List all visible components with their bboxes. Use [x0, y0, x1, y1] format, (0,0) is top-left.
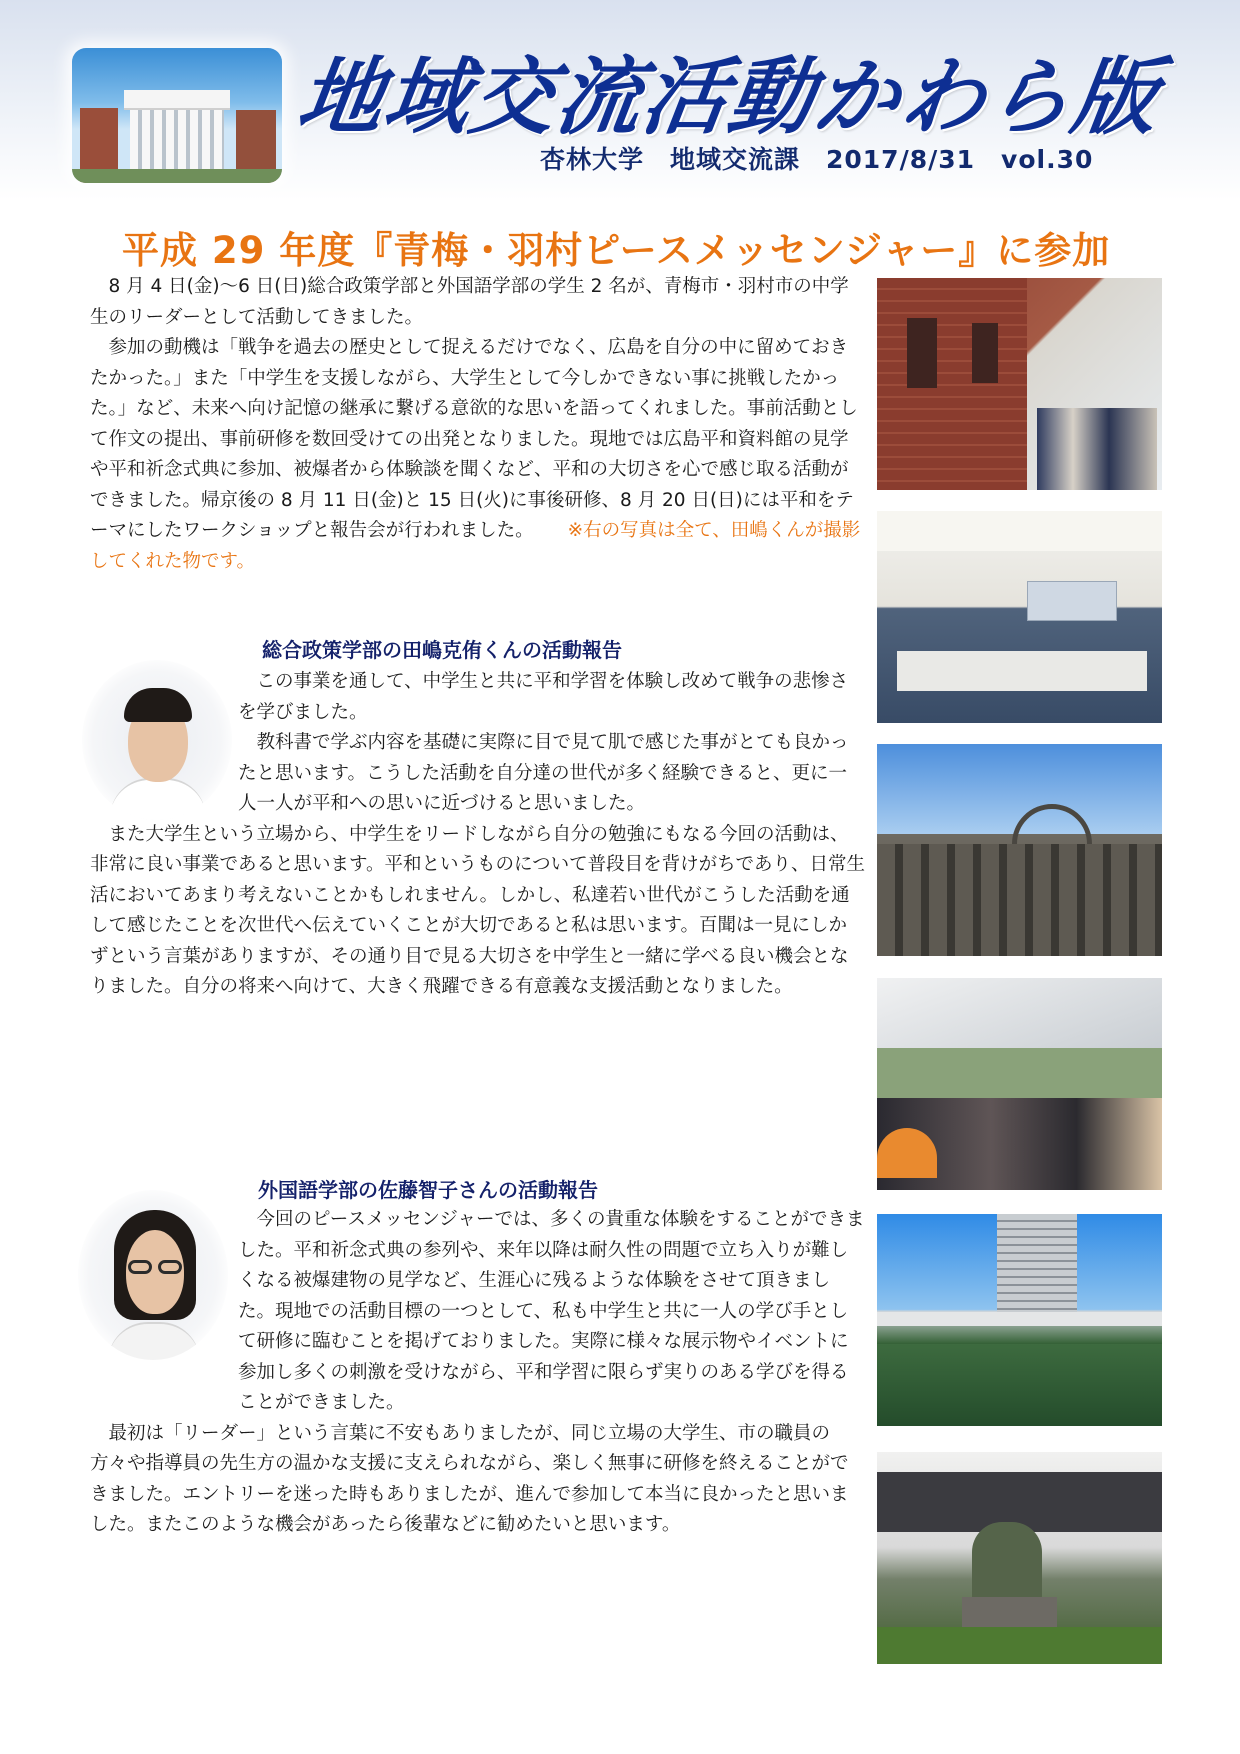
intro-paragraph-2-text: 参加の動機は「戦争を過去の歴史として捉えるだけでなく、広島を自分の中に留めておきたかった。」また「中学生を支援しながら、大学生として今しかできない事に挑戦したかった。」など、未来へ向け記憶の継承に繋げる意欲的な思いを語ってくれました。事前活動として作文の提出、事前研修を数回受けての出発となりました。現地では広島平和資料館の見学や平和祈念式典に参加、被爆者から体験談を聞くなど、平和の大切さを心で感じ取る活動ができました。帰京後の 8 月 11 日(金)と 15 日(火)に事後研修、8 月 20 日(日)には平和をテーマにしたワークショップと報告会が行われました。 [90, 337, 858, 541]
flower-bed [877, 1627, 1162, 1664]
report1-title: 総合政策学部の田嶋克侑くんの活動報告 [262, 638, 622, 662]
report2-paragraph-1: 今回のピースメッセンジャーでは、多くの貴重な体験をすることができました。平和祈念式典の参列や、来年以降は耐久性の問題で立ち入りが難しくなる被爆建物の見学など、生涯心に残るような体験をさせて頂きました。現地での活動目標の一つとして、私も中学生と共に一人の学び手として研修に臨むことを掲げておりました。実際に様々な展示物やイベントに参加し多くの刺激を受けながら、平和学習に限らず実りのある学びを得ることができました。 [238, 1209, 865, 1413]
photo-memorial-statue [877, 1452, 1162, 1664]
photo-river-bridge [877, 1214, 1162, 1426]
report1-body [90, 667, 865, 1003]
photo-workshop-room [877, 511, 1162, 723]
group-of-people [1037, 408, 1157, 490]
building-ground [72, 169, 282, 183]
warehouse-window [972, 323, 998, 383]
tall-building [997, 1214, 1077, 1314]
photo-credit-note: ※右の写真は全て、田嶋くんが撮影してくれた物です。 [90, 520, 861, 572]
warehouse-window [907, 318, 937, 388]
river-water [877, 1344, 1162, 1426]
intro-paragraph-2 [90, 333, 865, 577]
conference-tables [897, 651, 1147, 691]
bridge [877, 1312, 1162, 1326]
article-headline: 平成 29 年度『青梅・羽村ピースメッセンジャー』に参加 [122, 229, 1111, 272]
report1-paragraph-2: 教科書で学ぶ内容を基礎に実際に目で見て肌で感じた事がとても良かったと思います。こうした活動を自分達の世代が多く経験できると、更に一人一人が平和への思いに近づけると思いました。 [238, 732, 849, 814]
intro-paragraph-1: 8 月 4 日(金)～6 日(日)総合政策学部と外国語学部の学生 2 名が、青梅市・羽村市の中学生のリーダーとして活動してきました。 [90, 276, 849, 328]
statue [972, 1522, 1042, 1602]
issue-info: 杏林大学 地域交流課 2017/8/31 vol.30 [540, 145, 1094, 174]
building-pediment [124, 90, 230, 110]
photo-ceremony-tent [877, 978, 1162, 1190]
trees [877, 1048, 1162, 1098]
university-building-photo [72, 48, 282, 183]
banner-board [1027, 581, 1117, 621]
newsletter-title: 地域交流活動かわら版 [292, 48, 1166, 146]
report1-paragraph-1: この事業を通して、中学生と共に平和学習を体験し改めて戦争の悲惨さを学びました。 [238, 671, 849, 723]
brick-wall [877, 278, 1027, 490]
report1-paragraph-3: また大学生という立場から、中学生をリードしながら自分の勉強にもなる今回の活動は、非常に良い事業であると思います。平和というものについて普段目を背けがちであり、日常生活においてあまり考えないことかもしれません。しかし、私達若い世代がこうした活動を通して感じたことを次世代へ伝えていくことが大切であると私は思います。百聞は一見にしかずという言葉がありますが、その通り目で見る大切さを中学生と一緒に学べる良い機会となりました。自分の将来へ向けて、大きく飛躍できる有意義な支援活動となりました。 [90, 823, 865, 997]
intro-text [90, 272, 865, 577]
photo-brick-warehouse [877, 278, 1162, 490]
report2-paragraph-2: 最初は「リーダー」という言葉に不安もありましたが、同じ立場の大学生、市の職員の方々や指導員の先生方の温かな支援に支えられながら、楽しく無事に研修を終えることができました。エントリーを迷った時もありましたが、進んで参加して本当に良かったと思いました。またこのような機会があったら後輩などに勧めたいと思います。 [90, 1422, 849, 1535]
dome-ruins [877, 844, 1162, 956]
room-ceiling [877, 511, 1162, 551]
report2-title: 外国語学部の佐藤智子さんの活動報告 [258, 1178, 598, 1202]
report2-body [90, 1205, 865, 1541]
photo-atomic-bomb-dome [877, 744, 1162, 956]
tent-canopy [877, 978, 1162, 1048]
statue-pedestal [962, 1597, 1057, 1627]
